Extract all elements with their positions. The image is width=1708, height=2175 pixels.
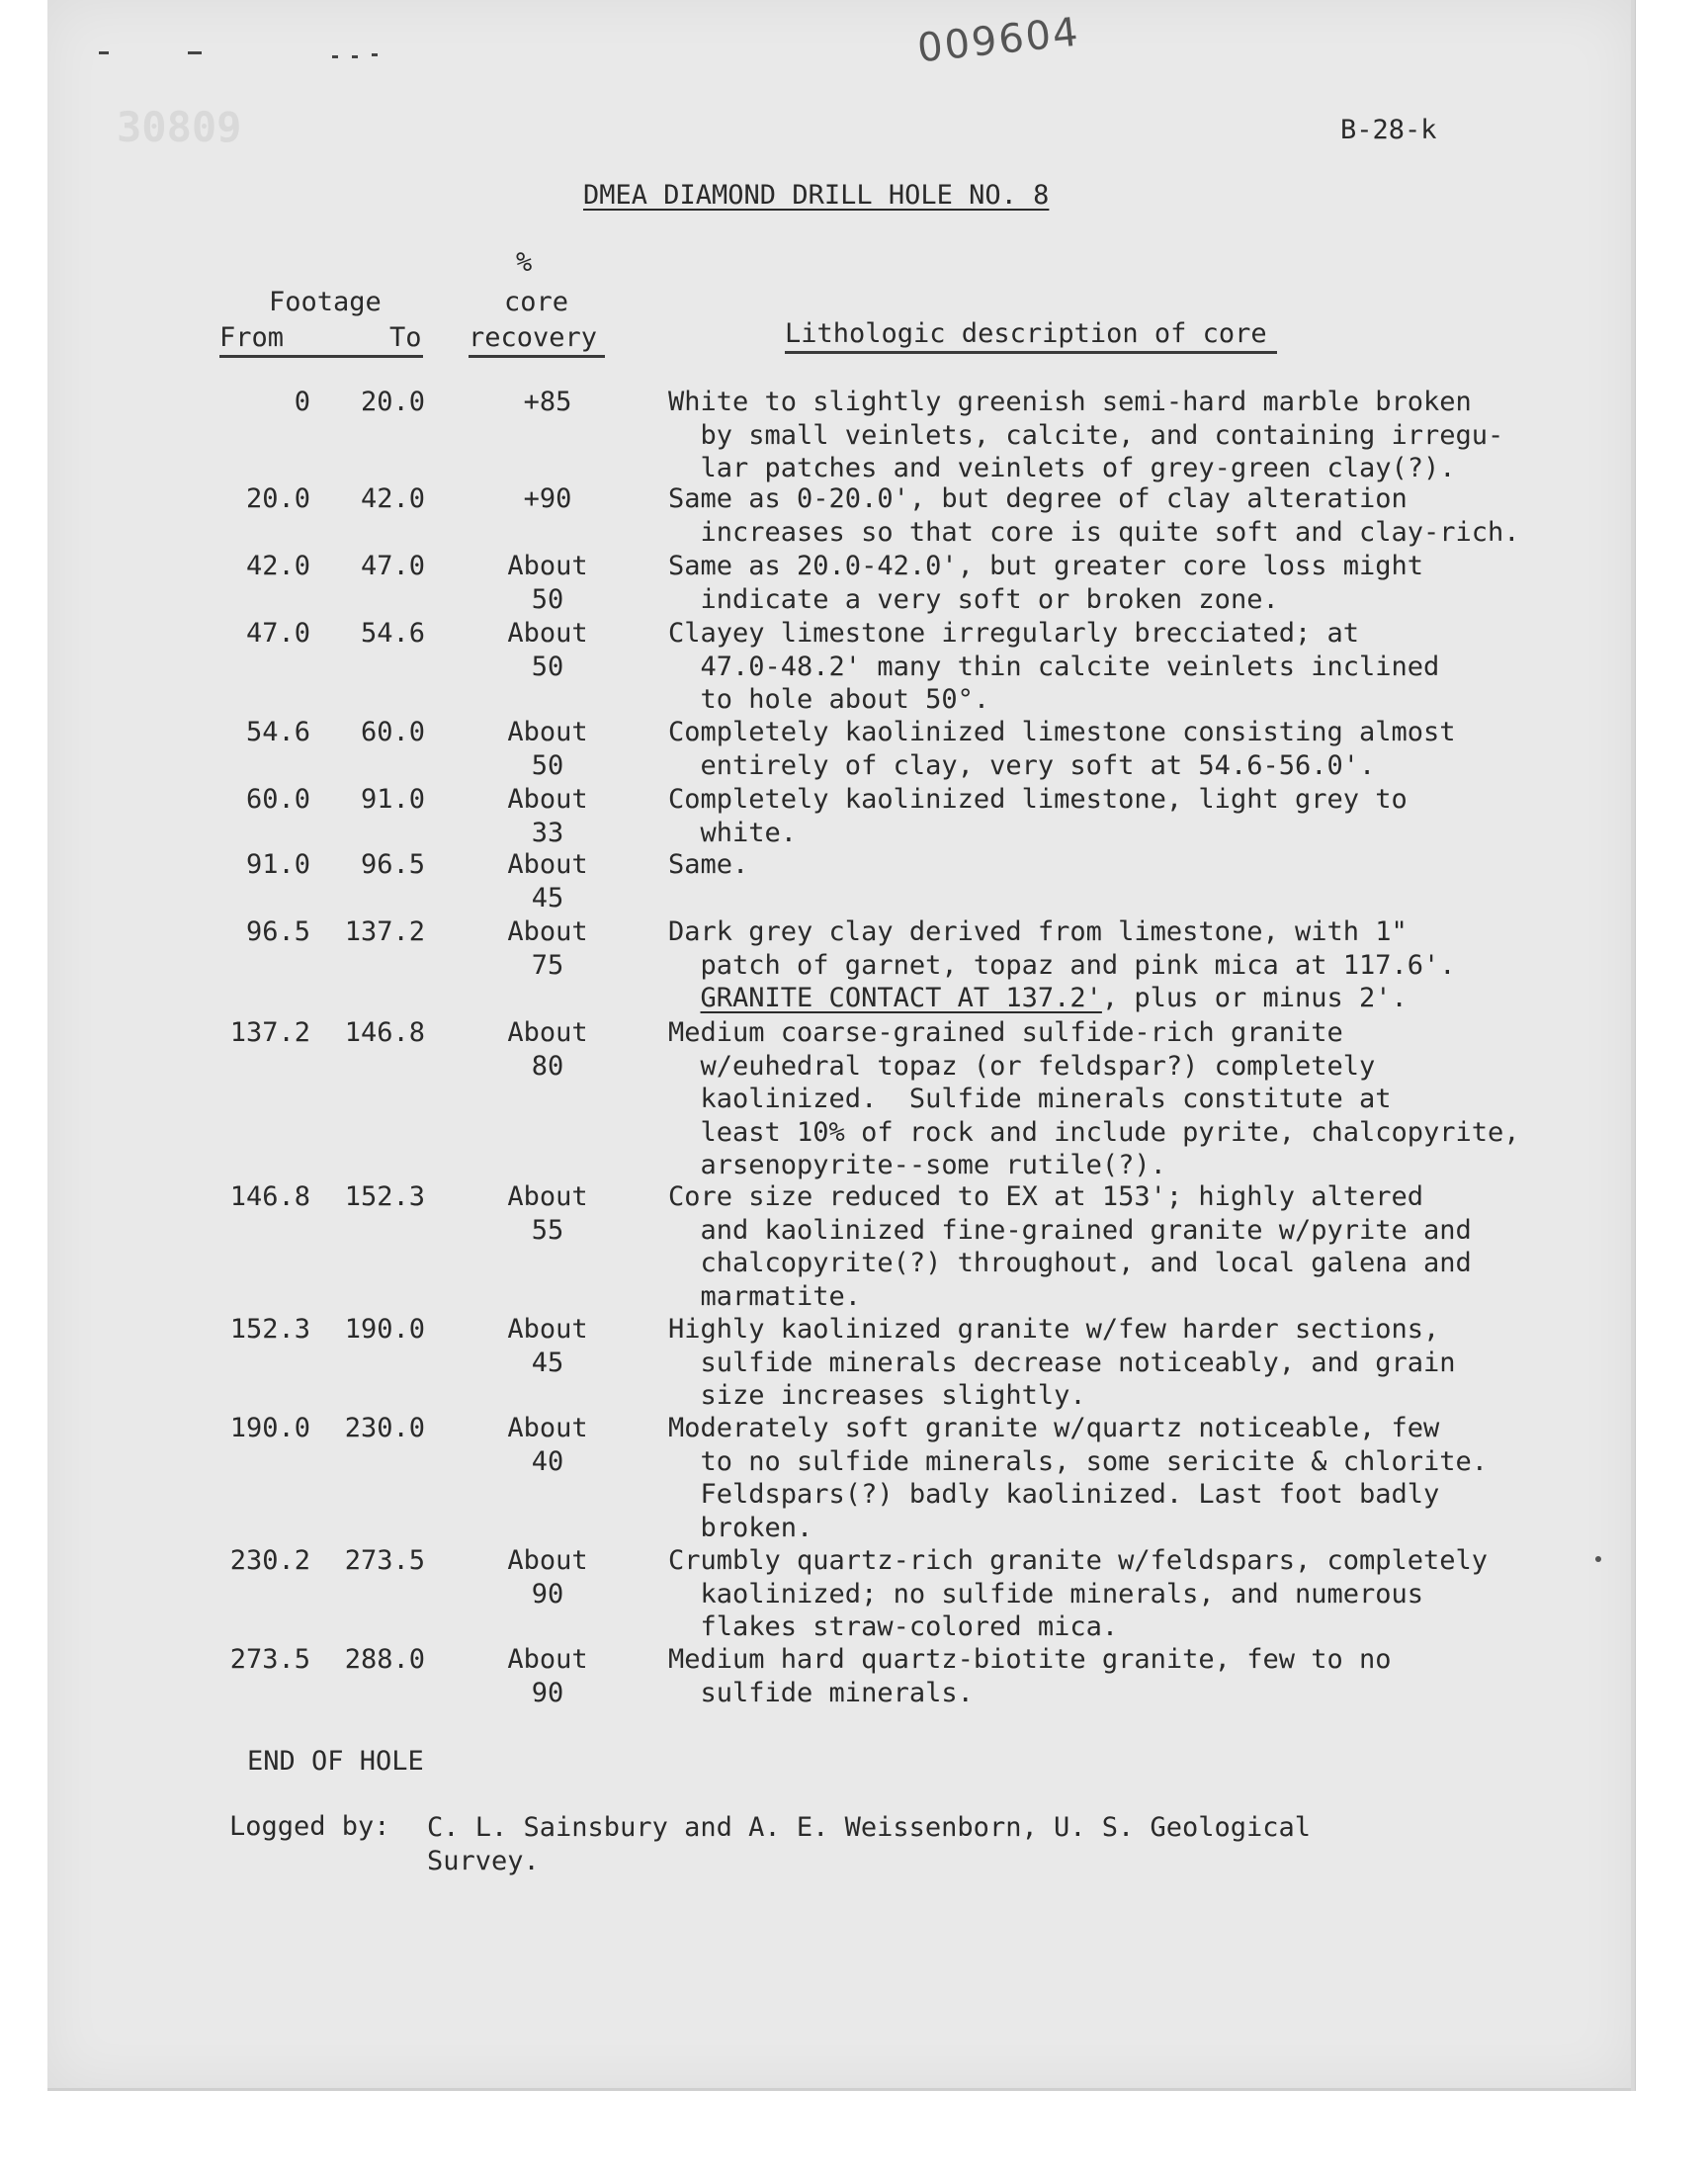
sheet-edge xyxy=(1631,0,1635,2091)
footage-from: 152.3 xyxy=(229,1314,310,1345)
footage-from: 54.6 xyxy=(245,717,310,747)
footage-to: 47.0 xyxy=(360,551,425,581)
description-text: Core size reduced to EX at 153'; highly altered and kaolinized fine-grained granite w/pyrite and chalcopyrite(?) throughout, and local galena and marmatite. xyxy=(668,1181,1472,1312)
description-text: Same as 0-20.0', but degree of clay alteration increases so that core is quite soft and clay-rich. xyxy=(668,483,1520,548)
footage-to: 273.5 xyxy=(344,1545,425,1576)
core-recovery: About 50 xyxy=(507,618,588,682)
lithologic-description xyxy=(668,1016,1587,1182)
core-recovery: About 55 xyxy=(507,1181,588,1246)
core-recovery: About 50 xyxy=(507,717,588,781)
lithologic-description xyxy=(668,848,1587,882)
scan-mark xyxy=(332,55,338,58)
header-from: From xyxy=(219,322,285,353)
header-rule-description xyxy=(785,351,1277,354)
lithologic-description xyxy=(668,1544,1587,1644)
faint-stamp: 30809 xyxy=(117,103,242,151)
lithologic-description xyxy=(668,1412,1587,1544)
scan-mark xyxy=(352,55,358,58)
lithologic-description xyxy=(668,1180,1587,1313)
core-recovery: About 40 xyxy=(507,1413,588,1477)
footage-to: 60.0 xyxy=(360,717,425,747)
footage-from: 60.0 xyxy=(245,784,310,815)
description-text: Medium hard quartz-biotite granite, few to no sulfide minerals. xyxy=(668,1644,1392,1708)
header-to: To xyxy=(389,322,422,353)
core-recovery: About 90 xyxy=(507,1545,588,1610)
core-recovery: +90 xyxy=(523,483,572,514)
reference-code: B-28-k xyxy=(1340,115,1437,145)
core-recovery: About 50 xyxy=(507,551,588,615)
footage-from: 190.0 xyxy=(229,1413,310,1443)
lithologic-description xyxy=(668,1643,1587,1709)
core-recovery: About 90 xyxy=(507,1644,588,1708)
footage-to: 146.8 xyxy=(344,1017,425,1048)
scan-mark xyxy=(99,51,109,54)
core-recovery: About 80 xyxy=(507,1017,588,1082)
end-of-hole: END OF HOLE xyxy=(247,1746,424,1777)
lithologic-description xyxy=(668,783,1587,849)
description-text: Highly kaolinized granite w/few harder sections, sulfide minerals decrease noticeably, and grain size increases slightly. xyxy=(668,1314,1456,1411)
logged-by-value: C. L. Sainsbury and A. E. Weissenborn, U. S. Geological Survey. xyxy=(427,1812,1312,1876)
footage-to: 91.0 xyxy=(360,784,425,815)
core-recovery: +85 xyxy=(523,387,572,417)
core-recovery: About 75 xyxy=(507,916,588,981)
core-recovery: About 33 xyxy=(507,784,588,848)
granite-contact-note: GRANITE CONTACT AT 137.2' xyxy=(700,983,1102,1013)
description-text: Medium coarse-grained sulfide-rich granite w/euhedral topaz (or feldspar?) completely kaolinized. Sulfide minerals constitute at least 10% of rock and include pyrite, chalcopyrite, arsenopyrite--some rutile(?). xyxy=(668,1017,1520,1180)
footage-to: 190.0 xyxy=(344,1314,425,1345)
description-text: Dark grey clay derived from limestone, with 1" patch of garnet, topaz and pink mica at 117.6'. xyxy=(668,916,1456,981)
footage-from: 91.0 xyxy=(245,849,310,880)
lithologic-description xyxy=(668,617,1587,717)
description-text: Completely kaolinized limestone consisting almost entirely of clay, very soft at 54.6-56.0'. xyxy=(668,717,1456,781)
core-recovery: About 45 xyxy=(507,1314,588,1378)
footage-to: 288.0 xyxy=(344,1644,425,1675)
lithologic-description xyxy=(668,482,1587,549)
description-text: Completely kaolinized limestone, light grey to white. xyxy=(668,784,1408,848)
description-text: White to slightly greenish semi-hard marble broken by small veinlets, calcite, and containing irregu- lar patches and veinlets of grey-green clay(?). xyxy=(668,387,1504,483)
description-text: Same as 20.0-42.0', but greater core loss might indicate a very soft or broken zone. xyxy=(668,551,1424,615)
logged-by-label: Logged by: xyxy=(229,1811,390,1842)
lithologic-description xyxy=(668,550,1587,616)
footage-to: 230.0 xyxy=(344,1413,425,1443)
description-text: Crumbly quartz-rich granite w/feldspars, completely kaolinized; no sulfide minerals, and numerous flakes straw-colored mica. xyxy=(668,1545,1489,1642)
footage-from: 42.0 xyxy=(245,551,310,581)
lithologic-description xyxy=(668,386,1587,485)
header-rule-footage xyxy=(219,355,423,358)
footage-from: 96.5 xyxy=(245,916,310,947)
lithologic-description xyxy=(668,1313,1587,1413)
footage-to: 137.2 xyxy=(344,916,425,947)
stray-dot xyxy=(1595,1556,1601,1562)
footage-from: 20.0 xyxy=(245,483,310,514)
footage-to: 42.0 xyxy=(360,483,425,514)
footage-from: 0 xyxy=(294,387,310,417)
footage-from: 273.5 xyxy=(229,1644,310,1675)
footage-to: 96.5 xyxy=(360,849,425,880)
footage-to: 152.3 xyxy=(344,1181,425,1212)
core-recovery: About 45 xyxy=(507,849,588,914)
header-footage: Footage xyxy=(269,287,382,317)
scan-mark xyxy=(188,51,202,54)
header-core: core xyxy=(504,287,569,317)
header-lithologic-description: Lithologic description of core xyxy=(785,318,1267,349)
scan-mark xyxy=(372,53,378,56)
header-rule-recovery xyxy=(469,355,605,358)
lithologic-description xyxy=(668,716,1587,782)
footage-from: 137.2 xyxy=(229,1017,310,1048)
header-recovery: recovery xyxy=(469,322,598,353)
header-percent: % xyxy=(516,247,533,278)
granite-contact-tolerance: , plus or minus 2'. xyxy=(1101,983,1408,1013)
lithologic-description xyxy=(668,915,1587,1015)
document-title: DMEA DIAMOND DRILL HOLE NO. 8 xyxy=(583,180,1050,211)
description-text: Same. xyxy=(668,849,749,880)
footage-from: 146.8 xyxy=(229,1181,310,1212)
footage-to: 54.6 xyxy=(360,618,425,649)
description-text: Moderately soft granite w/quartz noticeable, few to no sulfide minerals, some sericite & chlorite. Feldspars(?) badly kaolinized. Last foot badly broken. xyxy=(668,1413,1489,1543)
description-text: Clayey limestone irregularly brecciated; at 47.0-48.2' many thin calcite veinlets inclined to hole about 50°. xyxy=(668,618,1440,715)
footage-to: 20.0 xyxy=(360,387,425,417)
footage-from: 230.2 xyxy=(229,1545,310,1576)
handwritten-doc-number: 009604 xyxy=(915,9,1082,72)
footage-from: 47.0 xyxy=(245,618,310,649)
